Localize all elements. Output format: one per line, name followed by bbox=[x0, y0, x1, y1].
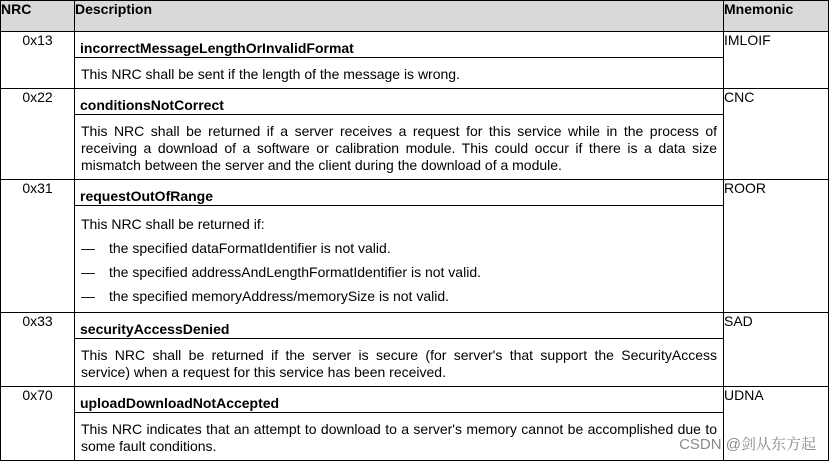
description-cell bbox=[75, 180, 724, 313]
description-text: This NRC shall be returned if the server is secure (for server's that support the SecurityAccess service) when a request for this service has been received. bbox=[81, 347, 717, 380]
table-row bbox=[1, 89, 829, 180]
table-row bbox=[1, 32, 829, 89]
nrc-name: securityAccessDenied bbox=[80, 321, 230, 337]
nrc-name: requestOutOfRange bbox=[80, 188, 214, 204]
description-cell bbox=[75, 32, 724, 89]
list-item bbox=[81, 284, 717, 308]
description-cell bbox=[75, 313, 724, 387]
nrc-code: 0x31 bbox=[1, 180, 75, 313]
dash-bullet: — bbox=[81, 240, 95, 256]
table-row bbox=[1, 313, 829, 387]
mnemonic: UDNA bbox=[724, 387, 829, 461]
dash-bullet: — bbox=[81, 264, 95, 280]
nrc-code: 0x22 bbox=[1, 89, 75, 180]
description-text: This NRC shall be returned if: bbox=[81, 216, 265, 232]
list-item-text: the specified addressAndLengthFormatIdentifier is not valid. bbox=[109, 264, 481, 280]
description-text-box bbox=[75, 205, 723, 312]
watermark: CSDN @剑从东方起 bbox=[679, 436, 816, 453]
mnemonic: SAD bbox=[724, 313, 829, 387]
nrc-name: uploadDownloadNotAccepted bbox=[80, 395, 280, 411]
nrc-code: 0x13 bbox=[1, 32, 75, 89]
nrc-code: 0x70 bbox=[1, 387, 75, 461]
description-text-box bbox=[75, 412, 723, 460]
list-item-text: the specified memoryAddress/memorySize is not valid. bbox=[109, 288, 450, 304]
description-text: This NRC shall be sent if the length of the message is wrong. bbox=[81, 66, 460, 82]
description-cell bbox=[75, 89, 724, 180]
description-text: This NRC indicates that an attempt to download to a server's memory cannot be accomplished due to some fault conditions. bbox=[81, 421, 717, 454]
list-item bbox=[81, 260, 717, 284]
table-row bbox=[1, 180, 829, 313]
nrc-name: incorrectMessageLengthOrInvalidFormat bbox=[80, 40, 354, 56]
header-nrc: NRC bbox=[1, 1, 75, 32]
header-mnemonic: Mnemonic bbox=[724, 1, 829, 32]
mnemonic: ROOR bbox=[724, 180, 829, 313]
description-text: This NRC shall be returned if a server receives a request for this service while in the process of receiving a download of a software or calibration module. This could occur if there is a data size mismatch between the server and the client during the download of a module. bbox=[81, 123, 717, 173]
list-item bbox=[81, 236, 717, 260]
list-item-text: the specified dataFormatIdentifier is not valid. bbox=[109, 240, 391, 256]
header-description: Description bbox=[75, 1, 724, 32]
nrc-name: conditionsNotCorrect bbox=[80, 97, 224, 113]
dash-bullet: — bbox=[81, 288, 95, 304]
header-row bbox=[1, 1, 829, 32]
description-text-box bbox=[75, 57, 723, 88]
description-text-box bbox=[75, 114, 723, 179]
mnemonic: IMLOIF bbox=[724, 32, 829, 89]
nrc-code: 0x33 bbox=[1, 313, 75, 387]
description-text-box bbox=[75, 338, 723, 386]
description-cell bbox=[75, 387, 724, 461]
mnemonic: CNC bbox=[724, 89, 829, 180]
